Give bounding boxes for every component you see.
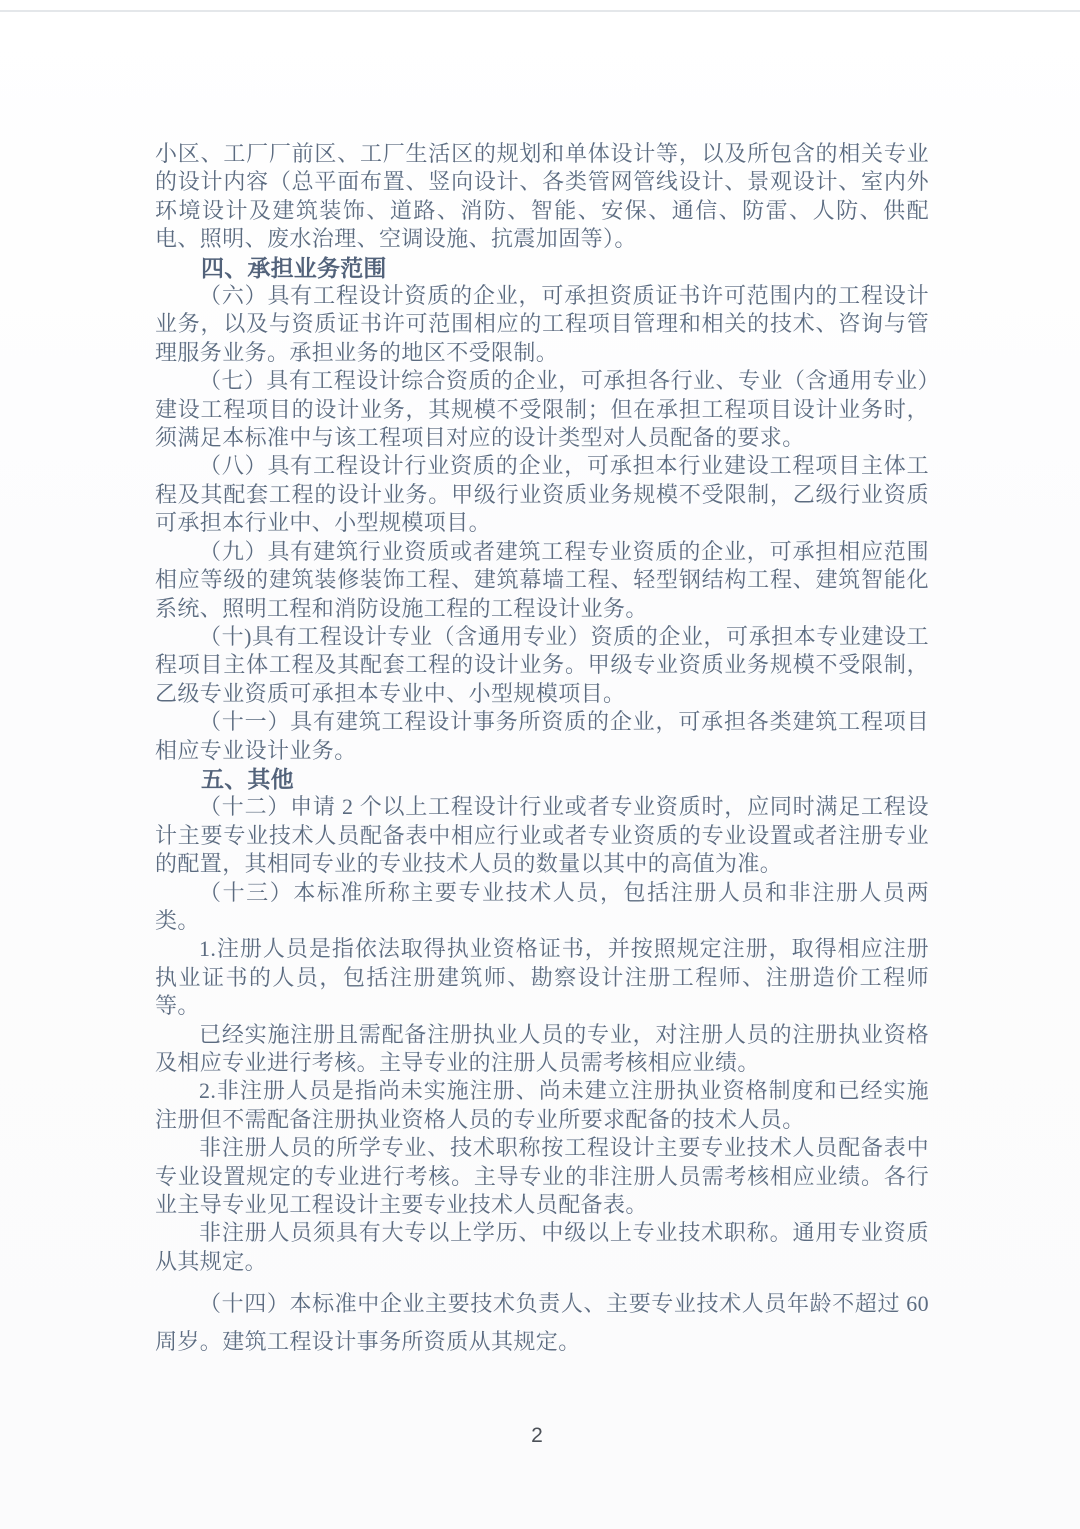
document-body: [155, 140, 929, 1361]
para-item-11: （十一）具有建筑工程设计事务所资质的企业，可承担各类建筑工程项目相应专业设计业务。: [155, 709, 929, 763]
para-nonregistered-assessment: 非注册人员的所学专业、技术职称按工程设计主要专业技术人员配备表中专业设置规定的专业进行考核。主导专业的非注册人员需考核相应业绩。各行业主导专业见工程设计主要专业技术人员配备表。: [155, 1135, 929, 1218]
para-nonregistered-personnel-def: 2.非注册人员是指尚未实施注册、尚未建立注册执业资格制度和已经实施注册但不需配备注册执业资格人员的专业所要求配备的技术人员。: [155, 1078, 929, 1132]
page-number: 2: [531, 1424, 543, 1447]
para-registered-assessment: 已经实施注册且需配备注册执业人员的专业，对注册人员的注册执业资格及相应专业进行考核。主导专业的注册人员需考核相应业绩。: [155, 1021, 929, 1075]
para-item-12: （十二）申请 2 个以上工程设计行业或者专业资质时，应同时满足工程设计主要专业技术人员配备表中相应行业或者专业资质的专业设置或者注册专业的配置，其相同专业的专业技术人员的数量以其中的高值为准。: [155, 794, 929, 877]
para-nonregistered-education: 非注册人员须具有大专以上学历、中级以上专业技术职称。通用专业资质从其规定。: [155, 1220, 929, 1274]
para-item-14: （十四）本标准中企业主要技术负责人、主要专业技术人员年龄不超过 60 周岁。建筑工程设计事务所资质从其规定。: [155, 1291, 929, 1355]
para-item-9: （九）具有建筑行业资质或者建筑工程专业资质的企业，可承担相应范围相应等级的建筑装修装饰工程、建筑幕墙工程、轻型钢结构工程、建筑智能化系统、照明工程和消防设施工程的工程设计业务。: [155, 538, 929, 621]
para-item-10: （十)具有工程设计专业（含通用专业）资质的企业，可承担本专业建设工程项目主体工程及其配套工程的设计业务。甲级专业资质业务规模不受限制，乙级专业资质可承担本专业中、小型规模项目。: [155, 623, 929, 706]
para-item-8: （八）具有工程设计行业资质的企业，可承担本行业建设工程项目主体工程及其配套工程的设计业务。甲级行业资质业务规模不受限制，乙级行业资质可承担本行业中、小型规模项目。: [155, 453, 929, 536]
para-registered-personnel-def: 1.注册人员是指依法取得执业资格证书，并按照规定注册，取得相应注册执业证书的人员，包括注册建筑师、勘察设计注册工程师、注册造价工程师等。: [155, 936, 929, 1019]
heading-section-5-others: 五、其他: [201, 765, 294, 792]
para-continuation-design-content: 小区、工厂厂前区、工厂生活区的规划和单体设计等，以及所包含的相关专业的设计内容（总平面布置、竖向设计、各类管网管线设计、景观设计、室内外环境设计及建筑装饰、道路、消防、智能、安保、通信、防雷、人防、供配电、照明、废水治理、空调设施、抗震加固等）。: [155, 141, 929, 252]
scan-edge-line: [0, 10, 1080, 12]
heading-section-4-business-scope: 四、承担业务范围: [201, 254, 387, 281]
para-item-7: （七）具有工程设计综合资质的企业，可承担各行业、专业（含通用专业）建设工程项目的设计业务，其规模不受限制；但在承担工程项目设计业务时，须满足本标准中与该工程项目对应的设计类型对人员配备的要求。: [155, 368, 929, 451]
para-item-13: （十三）本标准所称主要专业技术人员，包括注册人员和非注册人员两类。: [155, 879, 929, 933]
para-item-6: （六）具有工程设计资质的企业，可承担资质证书许可范围内的工程设计业务，以及与资质证书许可范围相应的工程项目管理和相关的技术、咨询与管理服务业务。承担业务的地区不受限制。: [155, 283, 929, 365]
